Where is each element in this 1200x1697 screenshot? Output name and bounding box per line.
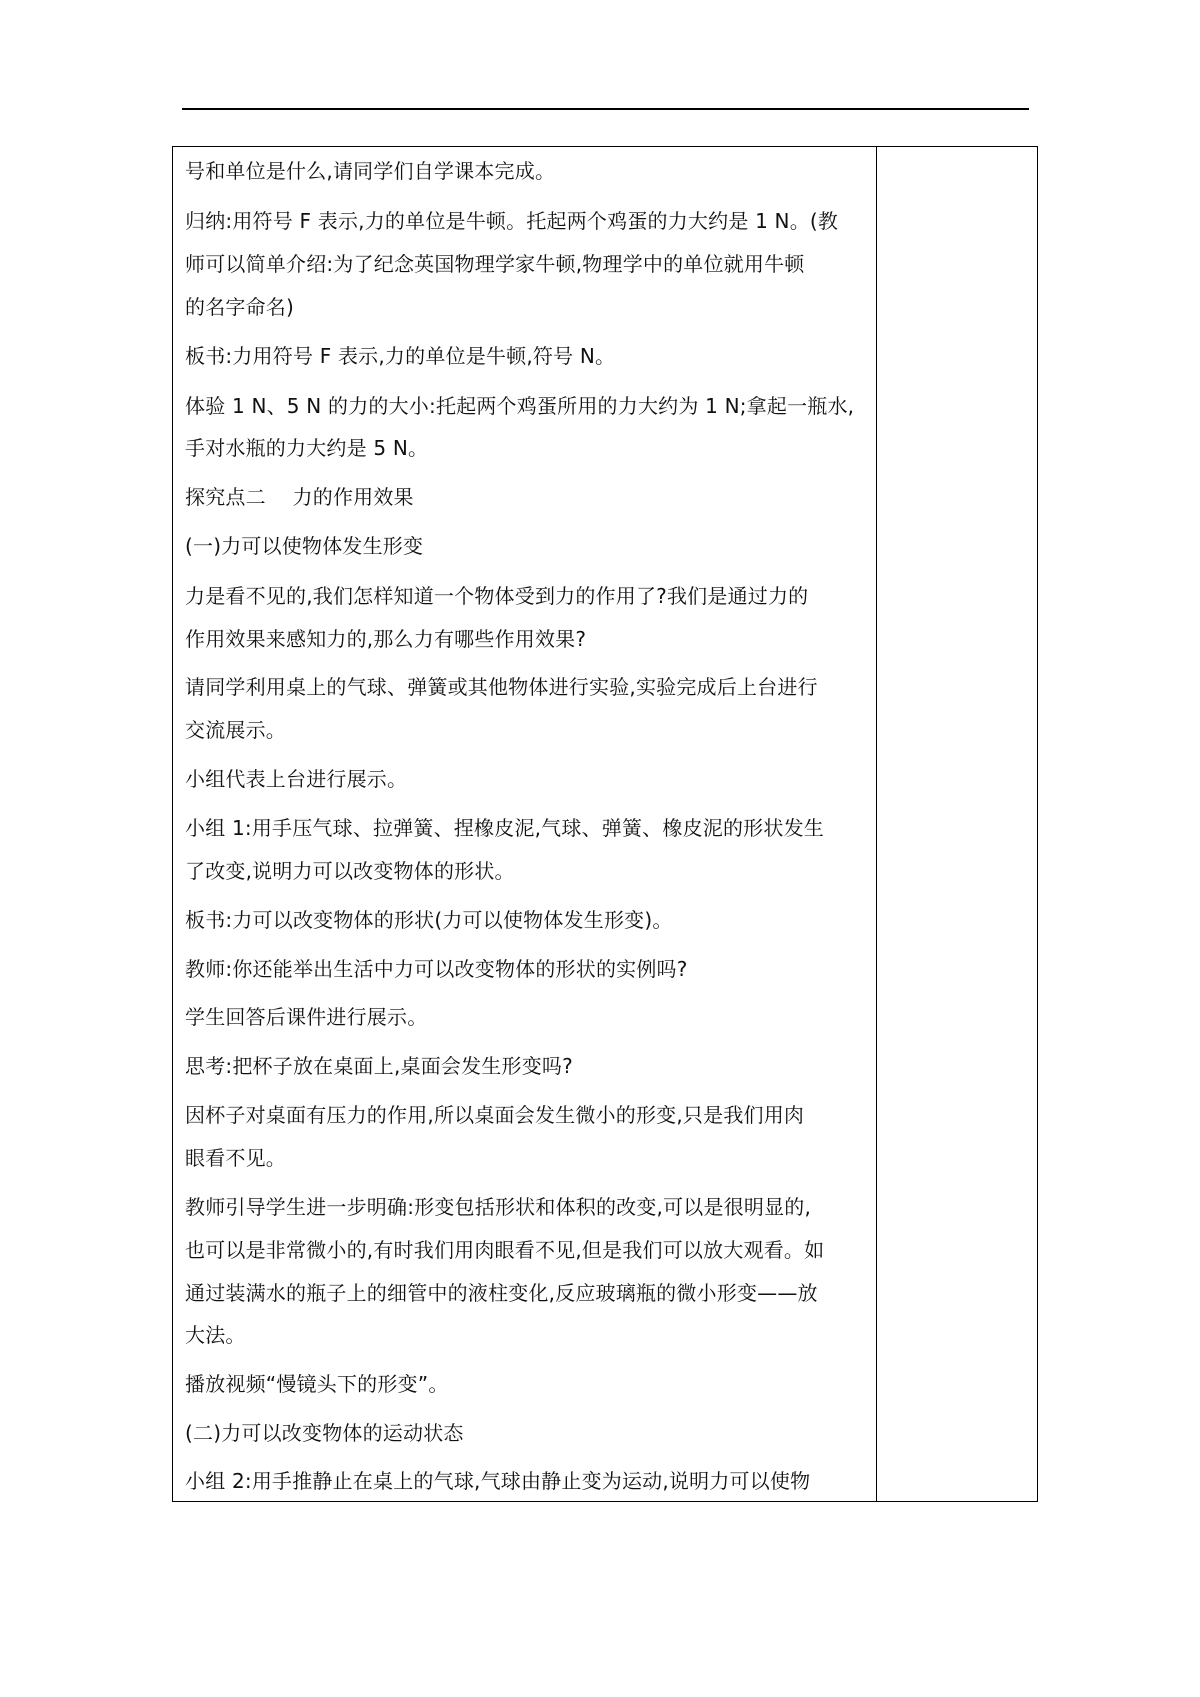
text-line: 体验 1 N、5 N 的力的大小:托起两个鸡蛋所用的力大约为 1 N;拿起一瓶水, [185, 394, 855, 418]
text-line: 小组 1:用手压气球、拉弹簧、捏橡皮泥,气球、弹簧、橡皮泥的形状发生 [185, 816, 824, 840]
text-line: 了改变,说明力可以改变物体的形状。 [185, 859, 515, 883]
column-divider [876, 147, 877, 1501]
text-line: 学生回答后课件进行展示。 [185, 1005, 428, 1029]
text-line: 手对水瓶的力大约是 5 N。 [185, 436, 429, 460]
text-line: 号和单位是什么,请同学们自学课本完成。 [185, 159, 556, 183]
text-line: 也可以是非常微小的,有时我们用肉眼看不见,但是我们可以放大观看。如 [185, 1238, 825, 1262]
text-line: 交流展示。 [185, 718, 286, 742]
text-line: 师可以简单介绍:为了纪念英国物理学家牛顿,物理学中的单位就用牛顿 [185, 252, 805, 276]
text-line: 大法。 [185, 1323, 246, 1347]
text-line: 教师:你还能举出生活中力可以改变物体的形状的实例吗? [185, 957, 688, 981]
text-line: 请同学利用桌上的气球、弹簧或其他物体进行实验,实验完成后上台进行 [185, 675, 818, 699]
text-line: 思考:把杯子放在桌面上,桌面会发生形变吗? [185, 1054, 573, 1078]
subsection-heading: (一)力可以使物体发生形变 [185, 534, 424, 558]
text-line: 眼看不见。 [185, 1146, 286, 1170]
text-line: 小组代表上台进行展示。 [185, 767, 408, 791]
text-line: 教师引导学生进一步明确:形变包括形状和体积的改变,可以是很明显的, [185, 1195, 812, 1219]
header-rule [182, 108, 1029, 110]
text-line: 归纳:用符号 F 表示,力的单位是牛顿。托起两个鸡蛋的力大约是 1 N。(教 [185, 209, 839, 233]
text-line: 作用效果来感知力的,那么力有哪些作用效果? [185, 627, 587, 651]
text-line: 通过装满水的瓶子上的细管中的液柱变化,反应玻璃瓶的微小形变——放 [185, 1281, 818, 1305]
text-line: 播放视频“慢镜头下的形变”。 [185, 1372, 449, 1396]
text-line: 板书:力用符号 F 表示,力的单位是牛顿,符号 N。 [185, 344, 616, 368]
text-line: 小组 2:用手推静止在桌上的气球,气球由静止变为运动,说明力可以使物 [185, 1469, 811, 1493]
text-line: 板书:力可以改变物体的形状(力可以使物体发生形变)。 [185, 908, 673, 932]
text-line: 的名字命名) [185, 295, 295, 319]
text-line: 力是看不见的,我们怎样知道一个物体受到力的作用了?我们是通过力的 [185, 584, 809, 608]
section-heading: 探究点二 力的作用效果 [185, 485, 414, 509]
text-line: 因杯子对桌面有压力的作用,所以桌面会发生微小的形变,只是我们用肉 [185, 1103, 805, 1127]
subsection-heading: (二)力可以改变物体的运动状态 [185, 1421, 464, 1445]
lesson-plan-table [172, 146, 1038, 1502]
